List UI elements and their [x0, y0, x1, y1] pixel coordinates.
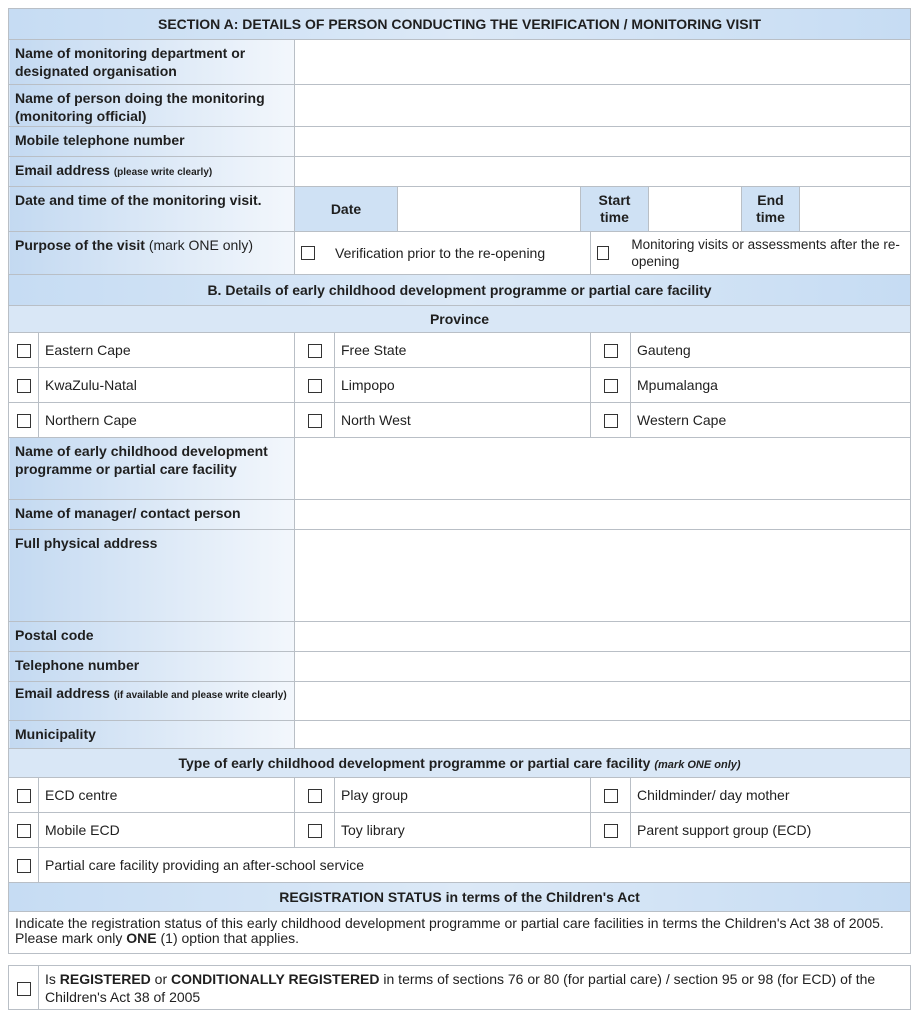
postal-code-field[interactable]: [295, 622, 911, 652]
email-label: Email address (please write clearly): [9, 157, 295, 187]
province-option: Mpumalanga: [631, 368, 911, 403]
province-option: KwaZulu-Natal: [39, 368, 295, 403]
province-title: Province: [9, 306, 911, 333]
facility-type-option: Parent support group (ECD): [631, 813, 911, 848]
checkbox[interactable]: [17, 982, 31, 996]
facility-email-label: Email address (if available and please write clearly): [9, 682, 295, 721]
checkbox[interactable]: [17, 344, 31, 358]
checkbox[interactable]: [301, 246, 315, 260]
facility-name-field[interactable]: [295, 438, 911, 500]
province-option: Gauteng: [631, 333, 911, 368]
start-time-field[interactable]: [649, 187, 742, 231]
checkbox[interactable]: [308, 824, 322, 838]
checkbox[interactable]: [308, 414, 322, 428]
telephone-label: Telephone number: [9, 652, 295, 682]
telephone-field[interactable]: [295, 652, 911, 682]
checkbox[interactable]: [17, 789, 31, 803]
end-time-label: End time: [742, 187, 800, 231]
purpose-option-1[interactable]: Verification prior to the re-opening: [295, 232, 591, 275]
municipality-field[interactable]: [295, 721, 911, 749]
monitoring-person-label: Name of person doing the monitoring (monitoring official): [9, 85, 295, 127]
section-a-title: SECTION A: DETAILS OF PERSON CONDUCTING THE VERIFICATION / MONITORING VISIT: [9, 9, 911, 40]
registered-option: Is REGISTERED or CONDITIONALLY REGISTERED in terms of sections 76 or 80 (for partial care) / section 95 or 98 (for ECD) of the Children's Act 38 of 2005: [39, 966, 911, 1010]
province-option: Free State: [335, 333, 591, 368]
address-field[interactable]: [295, 530, 911, 622]
checkbox[interactable]: [604, 344, 618, 358]
facility-name-label: Name of early childhood development programme or partial care facility: [9, 438, 295, 500]
purpose-option-2[interactable]: Monitoring visits or assessments after the re-opening: [591, 232, 911, 275]
province-option: Northern Cape: [39, 403, 295, 438]
province-row: [9, 333, 911, 368]
checkbox[interactable]: [604, 824, 618, 838]
facility-type-option: ECD centre: [39, 778, 295, 813]
postal-code-label: Postal code: [9, 622, 295, 652]
facility-type-row: [9, 813, 911, 848]
monitoring-person-field[interactable]: [295, 85, 911, 127]
facility-type-option: Mobile ECD: [39, 813, 295, 848]
checkbox[interactable]: [17, 379, 31, 393]
manager-field[interactable]: [295, 500, 911, 530]
checkbox[interactable]: [17, 824, 31, 838]
start-time-label: Start time: [581, 187, 649, 231]
end-time-field[interactable]: [800, 187, 911, 231]
facility-type-row: [9, 778, 911, 813]
ecd-monitoring-form: [8, 8, 911, 1010]
checkbox[interactable]: [604, 414, 618, 428]
purpose-label: Purpose of the visit (mark ONE only): [9, 232, 295, 275]
registration-title: REGISTRATION STATUS in terms of the Children's Act: [9, 883, 911, 912]
date-time-label: Date and time of the monitoring visit.: [9, 187, 295, 232]
province-row: [9, 368, 911, 403]
email-field[interactable]: [295, 157, 911, 187]
mobile-label: Mobile telephone number: [9, 127, 295, 157]
checkbox[interactable]: [308, 344, 322, 358]
checkbox[interactable]: [604, 379, 618, 393]
facility-type-option: Childminder/ day mother: [631, 778, 911, 813]
facility-email-field[interactable]: [295, 682, 911, 721]
province-option: North West: [335, 403, 591, 438]
date-field[interactable]: [398, 187, 581, 231]
checkbox[interactable]: [308, 379, 322, 393]
facility-type-option: Play group: [335, 778, 591, 813]
date-time-grid: [295, 187, 910, 231]
monitoring-department-label: Name of monitoring department or designated organisation: [9, 40, 295, 85]
manager-label: Name of manager/ contact person: [9, 500, 295, 530]
checkbox[interactable]: [308, 789, 322, 803]
mobile-field[interactable]: [295, 127, 911, 157]
checkbox[interactable]: [597, 246, 609, 260]
checkbox[interactable]: [17, 414, 31, 428]
province-option: Eastern Cape: [39, 333, 295, 368]
address-label: Full physical address: [9, 530, 295, 622]
municipality-label: Municipality: [9, 721, 295, 749]
facility-type-option-extra: Partial care facility providing an after-school service: [39, 848, 911, 883]
date-label: Date: [295, 187, 398, 231]
checkbox[interactable]: [604, 789, 618, 803]
province-row: [9, 403, 911, 438]
province-option: Western Cape: [631, 403, 911, 438]
monitoring-department-field[interactable]: [295, 40, 911, 85]
section-b-title: B. Details of early childhood development programme or partial care facility: [9, 275, 911, 306]
checkbox[interactable]: [17, 859, 31, 873]
province-option: Limpopo: [335, 368, 591, 403]
facility-type-option: Toy library: [335, 813, 591, 848]
registration-instruction: Indicate the registration status of this early childhood development programme or partial care facilities in terms the Children's Act 38 of 2005. Please mark only ONE (1) option that applies.: [9, 912, 911, 954]
facility-type-title: Type of early childhood development programme or partial care facility (mark ONE only): [9, 749, 911, 778]
